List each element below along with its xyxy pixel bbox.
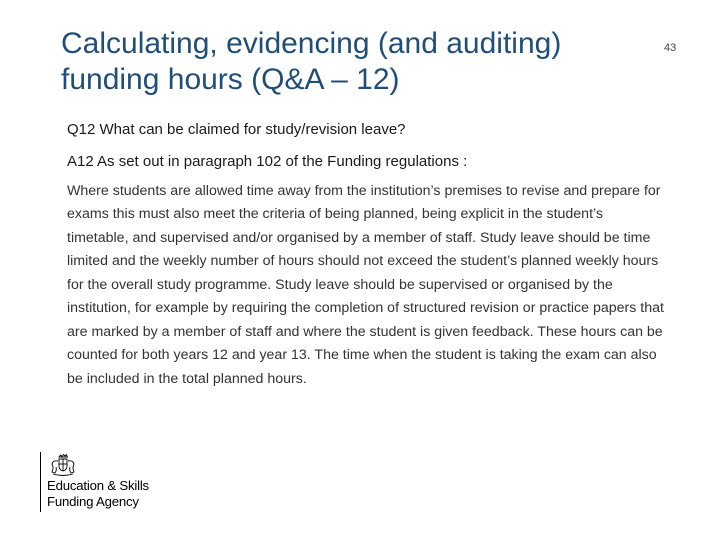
logo-divider [40,452,41,512]
logo-text-line2: Funding Agency [47,494,139,509]
logo-text-line1: Education & Skills [47,478,149,493]
royal-crest-icon [47,452,79,476]
slide-title-line1: Calculating, evidencing (and auditing) [61,27,562,60]
slide-title-line2: funding hours (Q&A – 12) [61,63,400,96]
esfa-logo [40,452,180,514]
question-text: Q12 What can be claimed for study/revision leave? [67,121,406,138]
answer-body: Where students are allowed time away from the institution’s premises to revise and prepare for exams this must also meet the criteria of being planned, being explicit in the student’s timetable, and supervised and/or organised by a member of staff. Study leave should be time limited and the weekly number of hours should not exceed the student’s planned weekly hours for the overall study programme. Study leave should be supervised or organised by the institution, for example by requiring the completion of structured revision or practice papers that are marked by a member of staff and where the student is given feedback. These hours can be counted for both years 12 and year 13. The time when the student is taking the exam can also be included in the total planned hours. [67,183,664,387]
answer-heading: A12 As set out in paragraph 102 of the Funding regulations : [67,153,468,170]
page-number: 43 [664,42,677,54]
slide-title [61,26,661,98]
